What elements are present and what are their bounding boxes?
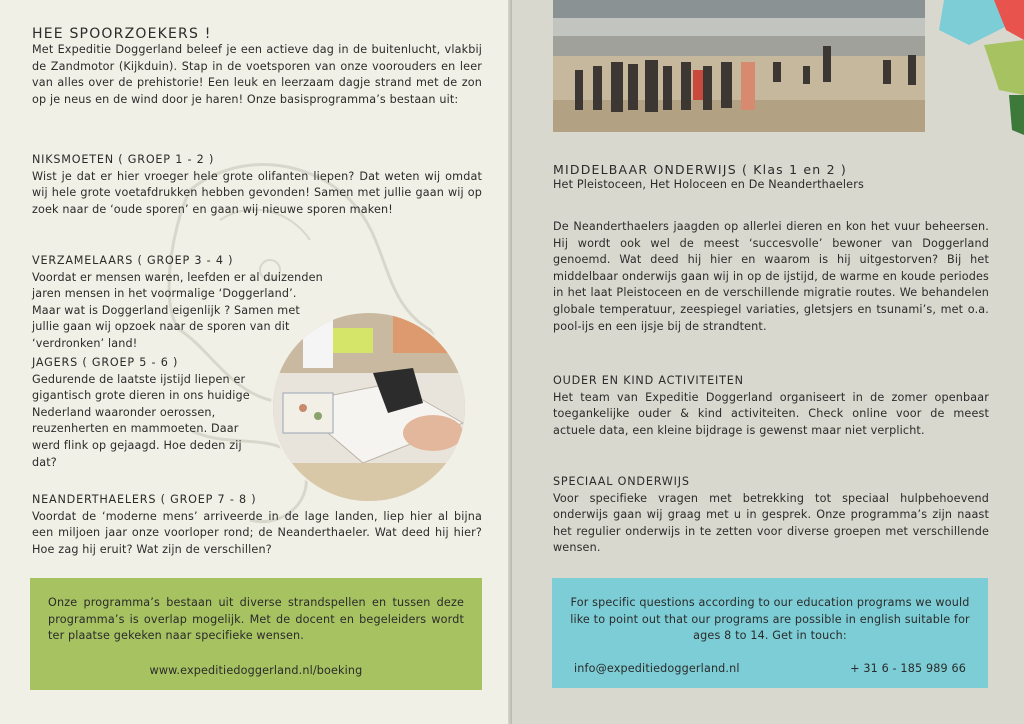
section-subtitle: Het Pleistoceen, Het Holoceen en De Neanderthaelers (553, 178, 864, 191)
page-title: HEE SPOORZOEKERS ! (32, 26, 212, 42)
section-ouder-kind (553, 373, 989, 439)
section-niksmoeten (32, 152, 482, 218)
intro-text: Met Expeditie Doggerland beleef je een actieve dag in de buitenlucht, vlakbij de Zandmotor (Kijkduin). Stap in de voetsporen van onze voorouders en leer van alles over de prehistorie! Een leuk en leerzaam dagje strand met de zon op je neus en de wind door je haren! Onze basisprogramma’s bestaan uit: (32, 43, 482, 106)
secondary-intro-text: De Neanderthaelers jaagden op allerlei dieren en kon het vuur beheersen. Hij wordt ook wel de meest ‘succesvolle’ bewoner van Doggerland genoemd. Wat deed hij hier en waarom is hij uitgestorven? Bij het middelbaar onderwijs gaan wij in op de ijstijd, de warme en koude periodes in het laat Pleistoceen en de verschillende migratie routes. We behandelen globale temperatuur, zeespiegel variaties, gletsjers en tsunami’s, met o.a. pool-ijs en een ijsje bij de strandtent. (553, 220, 989, 333)
programs-info-text: Onze programma’s bestaan uit diverse strandspellen en tussen deze programma’s is overlap mogelijk. Met de docent en begeleiders wordt ter plaatse gekeken naar specifieke wensen. (48, 596, 464, 643)
right-page (512, 0, 1024, 724)
contact-phone[interactable]: + 31 6 - 185 989 66 (850, 661, 966, 675)
section-jagers (32, 355, 268, 471)
section-text: Wist je dat er hier vroeger hele grote olifanten liepen? Dat weten wij omdat wij hele grote voetafdrukken hebben gevonden! Samen met jullie gaan wij op zoek naar de ‘oude sporen’ en gaan wij nieuwe sporen maken! (32, 169, 482, 216)
booking-link[interactable]: www.expeditiedoggerland.nl/boeking (149, 663, 363, 677)
section-text: Voor specifieke vragen met betrekking tot speciaal hulpbehoevend onderwijs gaan wij graag met u in gesprek. Onze programma’s zijn naast het regulier onderwijs in te zetten voor diverse groepen met verschillende wensen. (553, 491, 989, 555)
section-heading: OUDER EN KIND ACTIVITEITEN (553, 374, 744, 387)
section-text: Gedurende de laatste ijstijd liepen er gigantisch grote dieren in ons huidige Nederland waaronder oerossen, reuzenherten en mammoeten. Daar werd flink op gejaagd. Hoe deden zij dat? (32, 372, 250, 469)
section-text: Het team van Expeditie Doggerland organiseert in de zomer openbaar toegankelijke ouder & kind activiteiten. Check online voor de meest actuele data, een kleine bijdrage is gewenst maar niet verplicht. (553, 390, 989, 437)
contact-row (570, 661, 970, 678)
programs-info-box (30, 578, 482, 690)
beach-group-photo (553, 0, 1014, 132)
contact-email[interactable]: info@expeditiedoggerland.nl (574, 661, 740, 675)
section-heading: NEANDERTHAELERS ( GROEP 7 - 8 ) (32, 493, 257, 506)
english-info-text: For specific questions according to our education programs we would like to point out that our programs are possible in english suitable for ages 8 to 14. Get in touch: (570, 596, 970, 643)
section-heading: SPECIAAL ONDERWIJS (553, 475, 690, 488)
section-title: MIDDELBAAR ONDERWIJS ( Klas 1 en 2 ) (553, 162, 847, 177)
section-neanderthaelers (32, 492, 482, 558)
kids-activity-photo (271, 311, 467, 503)
section-text: Voordat de ‘moderne mens’ arriveerde in de lage landen, liep hier al bijna een miljoen jaar onze voorloper rond; de Neanderthaeler. Wat deed hij hier? Hoe zag hij eruit? Wat zijn de verschillen? (32, 509, 482, 556)
english-info-box (552, 578, 988, 688)
section-heading: NIKSMOETEN ( GROEP 1 - 2 ) (32, 153, 215, 166)
section-heading: JAGERS ( GROEP 5 - 6 ) (32, 356, 179, 369)
section-speciaal-onderwijs (553, 474, 989, 557)
section-heading: VERZAMELAARS ( GROEP 3 - 4 ) (32, 254, 234, 267)
section-text: Voordat er mensen waren, leefden er al duizenden jaren mensen in het voormalige ‘Doggerland’. Maar wat is Doggerland eigenlijk ? Samen met jullie gaan wij opzoek naar de sporen van dit ‘verdronken’ land! (32, 270, 323, 350)
